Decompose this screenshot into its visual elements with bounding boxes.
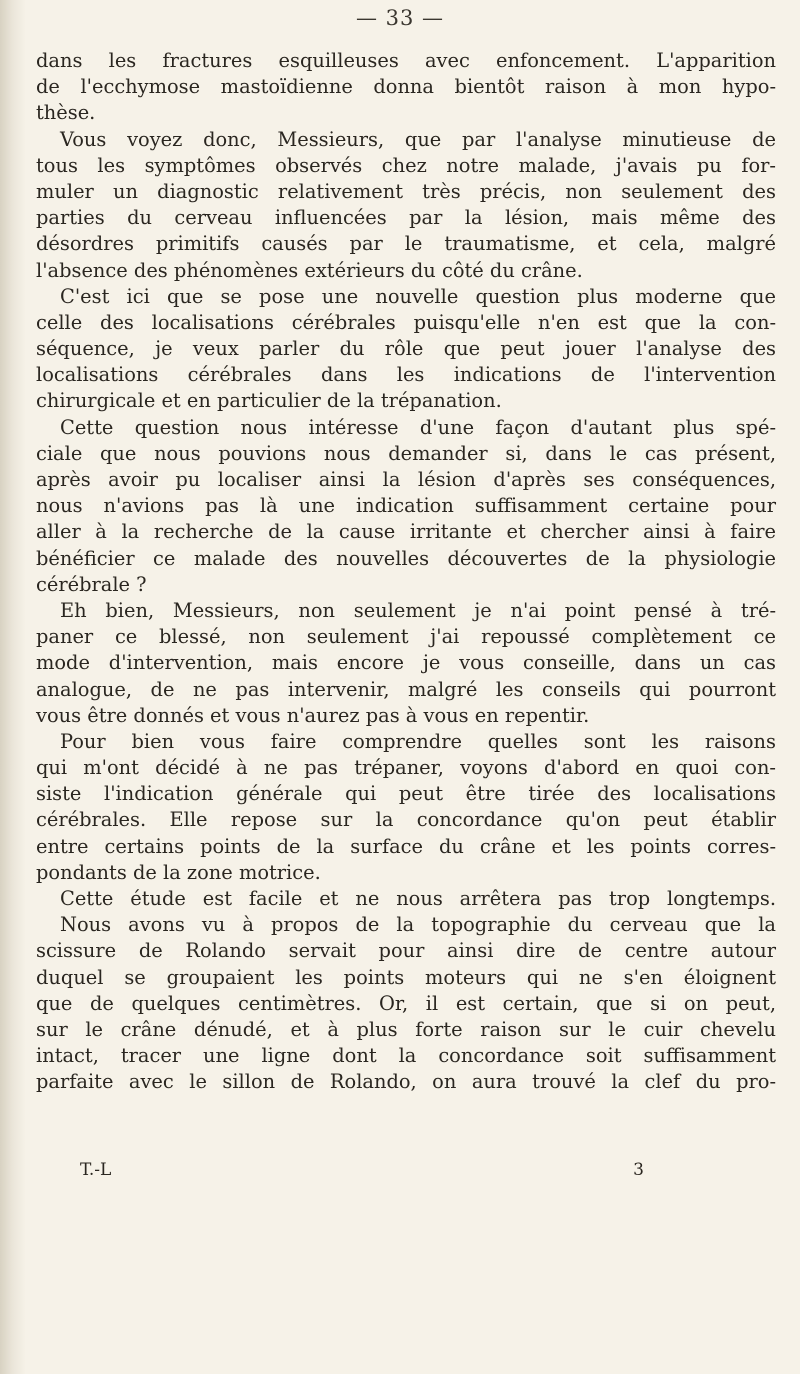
text-line: dans les fractures esquilleuses avec enfoncement. L'apparition bbox=[36, 49, 776, 72]
text-line: sur le crâne dénudé, et à plus forte raison sur le cuir chevelu bbox=[36, 1017, 776, 1041]
text-line: C'est ici que se pose une nouvelle question plus moderne que bbox=[60, 284, 776, 308]
text-line: tous les symptômes observés chez notre malade, j'avais pu for- bbox=[36, 153, 776, 177]
text-line: analogue, de ne pas intervenir, malgré les conseils qui pourront bbox=[36, 677, 776, 701]
text-line: siste l'indication générale qui peut être tirée des localisations bbox=[36, 782, 776, 806]
text-line: scissure de Rolando servait pour ainsi dire de centre autour bbox=[36, 939, 776, 963]
text-line: que de quelques centimètres. Or, il est certain, que si on peut, bbox=[36, 991, 776, 1015]
text-line: cérébrales. Elle repose sur la concordance qu'on peut établir bbox=[36, 808, 776, 832]
text-line: duquel se groupaient les points moteurs qui ne s'en éloignent bbox=[36, 965, 776, 989]
text-line: vous être donnés et vous n'aurez pas à vous en repentir. bbox=[36, 703, 590, 727]
text-line: intact, tracer une ligne dont la concordance soit suffisamment bbox=[36, 1044, 776, 1068]
text-line: Pour bien vous faire comprendre quelles sont les raisons bbox=[60, 729, 776, 753]
body-text bbox=[36, 48, 776, 1096]
text-line: après avoir pu localiser ainsi la lésion d'après ses conséquences, bbox=[36, 468, 776, 491]
text-line: entre certains points de la surface du crâne et les points corres- bbox=[36, 834, 776, 858]
text-line: thèse. bbox=[36, 101, 96, 125]
text-line: l'absence des phénomènes extérieurs du côté du crâne. bbox=[36, 258, 583, 282]
text-line: séquence, je veux parler du rôle que peut jouer l'analyse des bbox=[36, 337, 776, 361]
text-line: mode d'intervention, mais encore je vous conseille, dans un cas bbox=[36, 651, 776, 675]
text-line: localisations cérébrales dans les indications de l'intervention bbox=[36, 363, 776, 387]
gathering-number: 3 bbox=[633, 1160, 644, 1180]
text-line: Cette étude est facile et ne nous arrêtera pas trop longtemps. bbox=[60, 887, 776, 910]
text-line: nous n'avions pas là une indication suffisamment certaine pour bbox=[36, 494, 776, 518]
text-line: parties du cerveau influencées par la lésion, mais même des bbox=[36, 206, 776, 230]
signature-line bbox=[36, 1160, 776, 1186]
text-line: muler un diagnostic relativement très précis, non seulement des bbox=[36, 179, 776, 203]
text-line: Eh bien, Messieurs, non seulement je n'ai point pensé à tré- bbox=[60, 598, 776, 622]
printer-signature-mark: T.-L bbox=[80, 1160, 112, 1180]
text-line: Nous avons vu à propos de la topographie du cerveau que la bbox=[60, 913, 776, 937]
text-line: désordres primitifs causés par le traumatisme, et cela, malgré bbox=[36, 232, 776, 256]
text-line: cérébrale ? bbox=[36, 572, 147, 596]
text-line: celle des localisations cérébrales puisqu'elle n'en est que la con- bbox=[36, 310, 776, 334]
page-number-header: — 33 — bbox=[355, 6, 445, 30]
text-line: Vous voyez donc, Messieurs, que par l'analyse minutieuse de bbox=[60, 127, 776, 151]
text-line: chirurgicale et en particulier de la trépanation. bbox=[36, 389, 502, 413]
text-line: paner ce blessé, non seulement j'ai repoussé complètement ce bbox=[36, 625, 776, 649]
text-line: pondants de la zone motrice. bbox=[36, 860, 321, 884]
text-line: parfaite avec le sillon de Rolando, on aura trouvé la clef du pro- bbox=[36, 1070, 776, 1094]
text-line: bénéficier ce malade des nouvelles découvertes de la physiologie bbox=[36, 546, 776, 570]
text-line: de l'ecchymose mastoïdienne donna bientôt raison à mon hypo- bbox=[36, 75, 776, 99]
text-line: qui m'ont décidé à ne pas trépaner, voyons d'abord en quoi con- bbox=[36, 756, 776, 780]
text-line: ciale que nous pouvions nous demander si, dans le cas présent, bbox=[36, 441, 776, 465]
text-line: Cette question nous intéresse d'une façon d'autant plus spé- bbox=[60, 415, 776, 439]
text-line: aller à la recherche de la cause irritante et chercher ainsi à faire bbox=[36, 520, 776, 544]
binding-gutter-shadow bbox=[0, 0, 26, 1374]
